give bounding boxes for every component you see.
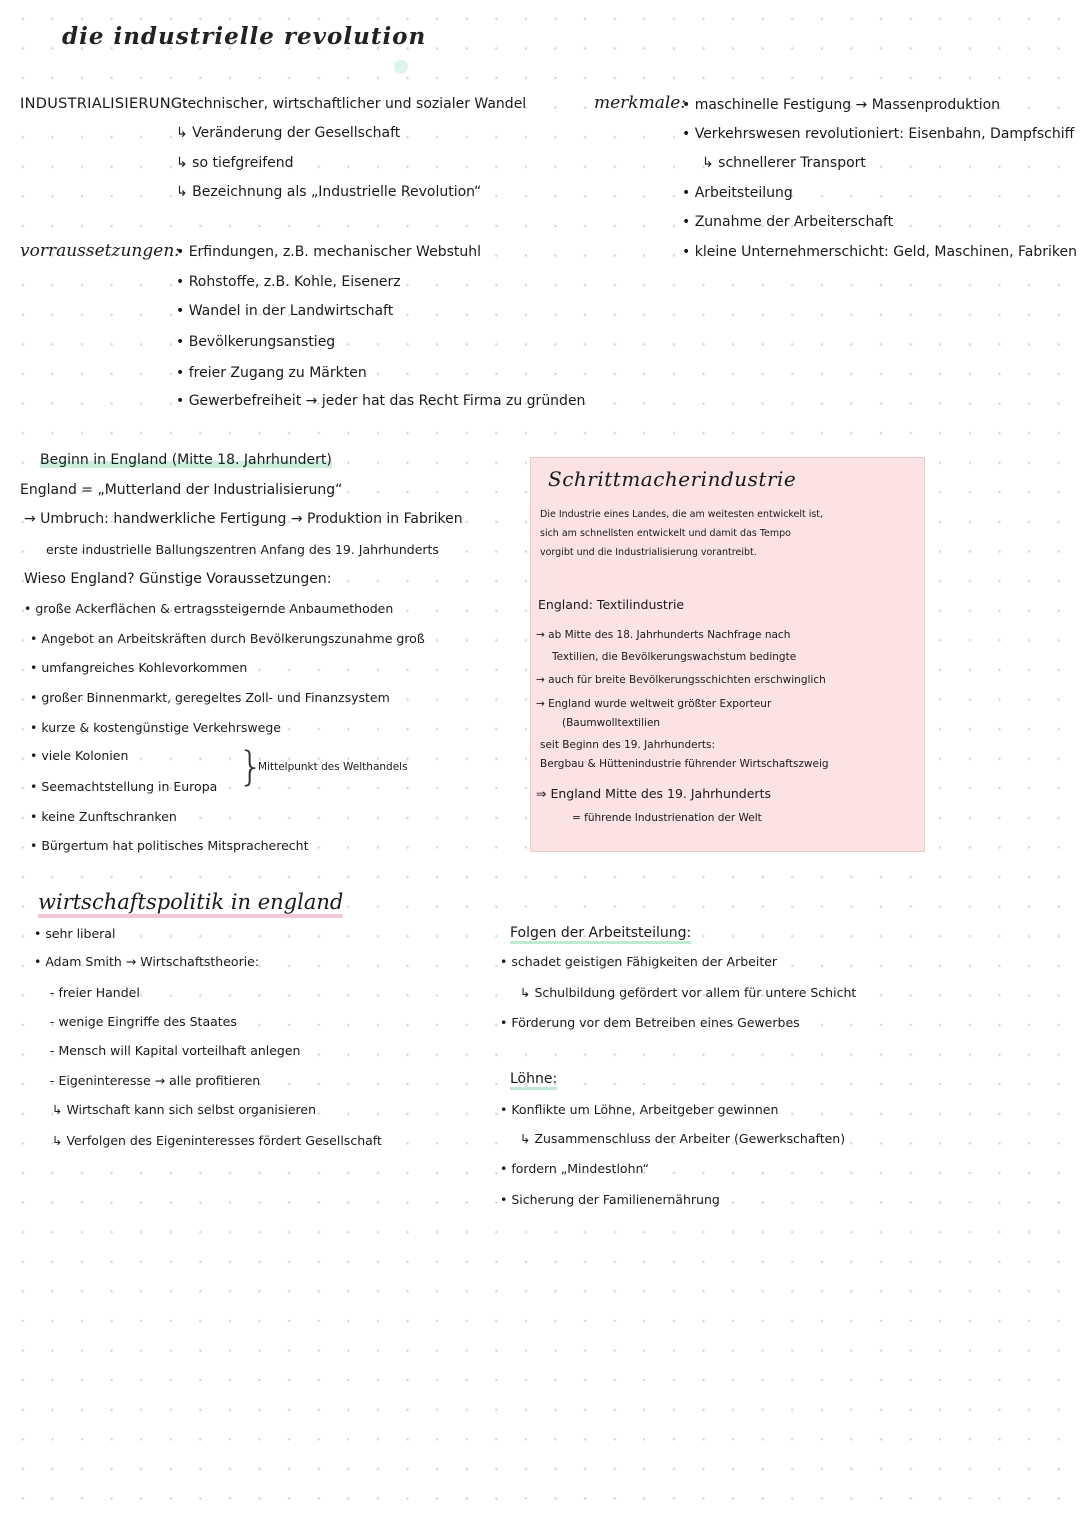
schrittmacher-line-4: → England wurde weltweit größter Exporteur bbox=[536, 698, 772, 710]
industrialisierung-label: INDUSTRIALISIERUNG: bbox=[20, 96, 188, 112]
loehne-item-3: • fordern „Mindestlohn“ bbox=[500, 1161, 649, 1176]
merkmale-item-4: • Arbeitsteilung bbox=[682, 185, 793, 201]
wirtschaftspolitik-item-6: - Eigeninteresse → alle profitieren bbox=[50, 1073, 261, 1088]
schrittmacher-line-7: Bergbau & Hüttenindustrie führender Wirtschaftszweig bbox=[540, 758, 829, 770]
england-bullet-9: • Bürgertum hat politisches Mitspracherecht bbox=[30, 838, 309, 853]
schrittmacher-line-2: Textilien, die Bevölkerungswachstum bedingte bbox=[552, 651, 797, 663]
merkmale-label: merkmale: bbox=[594, 93, 687, 113]
voraussetzungen-item-1: • Erfindungen, z.B. mechanischer Webstuhl bbox=[176, 244, 481, 260]
merkmale-item-6: • kleine Unternehmerschicht: Geld, Maschinen, Fabriken bbox=[682, 244, 1078, 260]
england-bullet-3: • umfangreiches Kohlevorkommen bbox=[30, 660, 248, 675]
voraussetzungen-item-4: • Bevölkerungsanstieg bbox=[176, 334, 336, 350]
industrialisierung-sub-2: ↳ so tiefgreifend bbox=[176, 155, 294, 171]
wirtschaftspolitik-item-3: - freier Handel bbox=[50, 985, 140, 1000]
schrittmacher-line-9: = führende Industrienation der Welt bbox=[572, 812, 762, 824]
voraussetzungen-item-3: • Wandel in der Landwirtschaft bbox=[176, 303, 394, 319]
schrittmacher-line-8: ⇒ England Mitte des 19. Jahrhunderts bbox=[536, 786, 771, 801]
schrittmacher-line-5: (Baumwolltextilien bbox=[562, 717, 661, 729]
schrittmacher-line-1: → ab Mitte des 18. Jahrhunderts Nachfrage nach bbox=[536, 629, 791, 641]
loehne-item-1: • Konflikte um Löhne, Arbeitgeber gewinnen bbox=[500, 1102, 779, 1117]
schrittmacher-definition-1: Die Industrie eines Landes, die am weitesten entwickelt ist, bbox=[540, 509, 824, 520]
england-bullet-4: • großer Binnenmarkt, geregeltes Zoll- und Finanzsystem bbox=[30, 690, 390, 705]
england-bullet-2: • Angebot an Arbeitskräften durch Bevölkerungszunahme groß bbox=[30, 631, 425, 646]
industrialisierung-text: technischer, wirtschaftlicher und sozialer Wandel bbox=[182, 96, 527, 112]
wirtschaftspolitik-title-text: wirtschaftspolitik in england bbox=[38, 890, 343, 918]
folgen-item-1: • schadet geistigen Fähigkeiten der Arbeiter bbox=[500, 954, 778, 969]
loehne-heading-text: Löhne: bbox=[510, 1071, 557, 1090]
page-title: die industrielle revolution bbox=[62, 23, 427, 50]
voraussetzungen-item-2: • Rohstoffe, z.B. Kohle, Eisenerz bbox=[176, 274, 401, 290]
wirtschaftspolitik-title bbox=[38, 889, 343, 915]
folgen-heading-text: Folgen der Arbeitsteilung: bbox=[510, 925, 691, 944]
folgen-item-3: • Förderung vor dem Betreiben eines Gewerbes bbox=[500, 1015, 800, 1030]
england-bullet-8: • keine Zunftschranken bbox=[30, 809, 177, 824]
schrittmacher-subheading: England: Textilindustrie bbox=[538, 597, 685, 612]
brace-note: Mittelpunkt des Welthandels bbox=[258, 761, 408, 773]
england-line-1: England = „Mutterland der Industrialisierung“ bbox=[20, 482, 343, 498]
schrittmacher-definition-2: sich am schnellsten entwickelt und damit das Tempo bbox=[540, 528, 791, 539]
england-line-2: → Umbruch: handwerkliche Fertigung → Produktion in Fabriken bbox=[24, 511, 463, 527]
wirtschaftspolitik-item-4: - wenige Eingriffe des Staates bbox=[50, 1014, 237, 1029]
schrittmacher-line-3: → auch für breite Bevölkerungsschichten erschwinglich bbox=[536, 674, 826, 686]
schrittmacher-definition-3: vorgibt und die Industrialisierung vorantreibt. bbox=[540, 547, 757, 558]
industrialisierung-sub-3: ↳ Bezeichnung als „Industrielle Revolution“ bbox=[176, 184, 482, 200]
merkmale-item-3: ↳ schnellerer Transport bbox=[702, 155, 866, 171]
wirtschaftspolitik-item-2: • Adam Smith → Wirtschaftstheorie: bbox=[34, 954, 260, 969]
loehne-item-2: ↳ Zusammenschluss der Arbeiter (Gewerkschaften) bbox=[520, 1131, 846, 1146]
merkmale-item-5: • Zunahme der Arbeiterschaft bbox=[682, 214, 894, 230]
schrittmacher-title: Schrittmacherindustrie bbox=[548, 467, 797, 491]
wirtschaftspolitik-item-8: ↳ Verfolgen des Eigeninteresses fördert Gesellschaft bbox=[52, 1133, 382, 1148]
england-bullet-5: • kurze & kostengünstige Verkehrswege bbox=[30, 720, 281, 735]
voraussetzungen-item-5: • freier Zugang zu Märkten bbox=[176, 365, 367, 381]
highlight-dot bbox=[394, 60, 408, 74]
brace-symbol: } bbox=[238, 744, 264, 790]
england-heading bbox=[40, 451, 332, 469]
wirtschaftspolitik-item-7: ↳ Wirtschaft kann sich selbst organisieren bbox=[52, 1102, 317, 1117]
voraussetzungen-item-6: • Gewerbefreiheit → jeder hat das Recht Firma zu gründen bbox=[176, 393, 586, 409]
england-bullet-7: • Seemachtstellung in Europa bbox=[30, 779, 218, 794]
wirtschaftspolitik-item-1: • sehr liberal bbox=[34, 926, 116, 941]
merkmale-item-1: • maschinelle Festigung → Massenproduktion bbox=[682, 97, 1001, 113]
england-heading-text: Beginn in England (Mitte 18. Jahrhundert) bbox=[40, 452, 332, 468]
england-bullet-1: • große Ackerflächen & ertragssteigernde Anbaumethoden bbox=[24, 601, 394, 616]
folgen-heading bbox=[510, 924, 691, 942]
loehne-item-4: • Sicherung der Familienernährung bbox=[500, 1192, 720, 1207]
schrittmacher-line-6: seit Beginn des 19. Jahrhunderts: bbox=[540, 739, 716, 751]
loehne-heading bbox=[510, 1070, 557, 1088]
voraussetzungen-label: vorraussetzungen: bbox=[20, 241, 180, 261]
england-line-4: Wieso England? Günstige Voraussetzungen: bbox=[24, 571, 332, 587]
folgen-item-2: ↳ Schulbildung gefördert vor allem für untere Schicht bbox=[520, 985, 857, 1000]
industrialisierung-sub-1: ↳ Veränderung der Gesellschaft bbox=[176, 125, 401, 141]
merkmale-item-2: • Verkehrswesen revolutioniert: Eisenbahn, Dampfschiff bbox=[682, 126, 1075, 142]
england-line-3: erste industrielle Ballungszentren Anfang des 19. Jahrhunderts bbox=[46, 542, 439, 557]
england-bullet-6: • viele Kolonien bbox=[30, 748, 129, 763]
wirtschaftspolitik-item-5: - Mensch will Kapital vorteilhaft anlegen bbox=[50, 1043, 301, 1058]
